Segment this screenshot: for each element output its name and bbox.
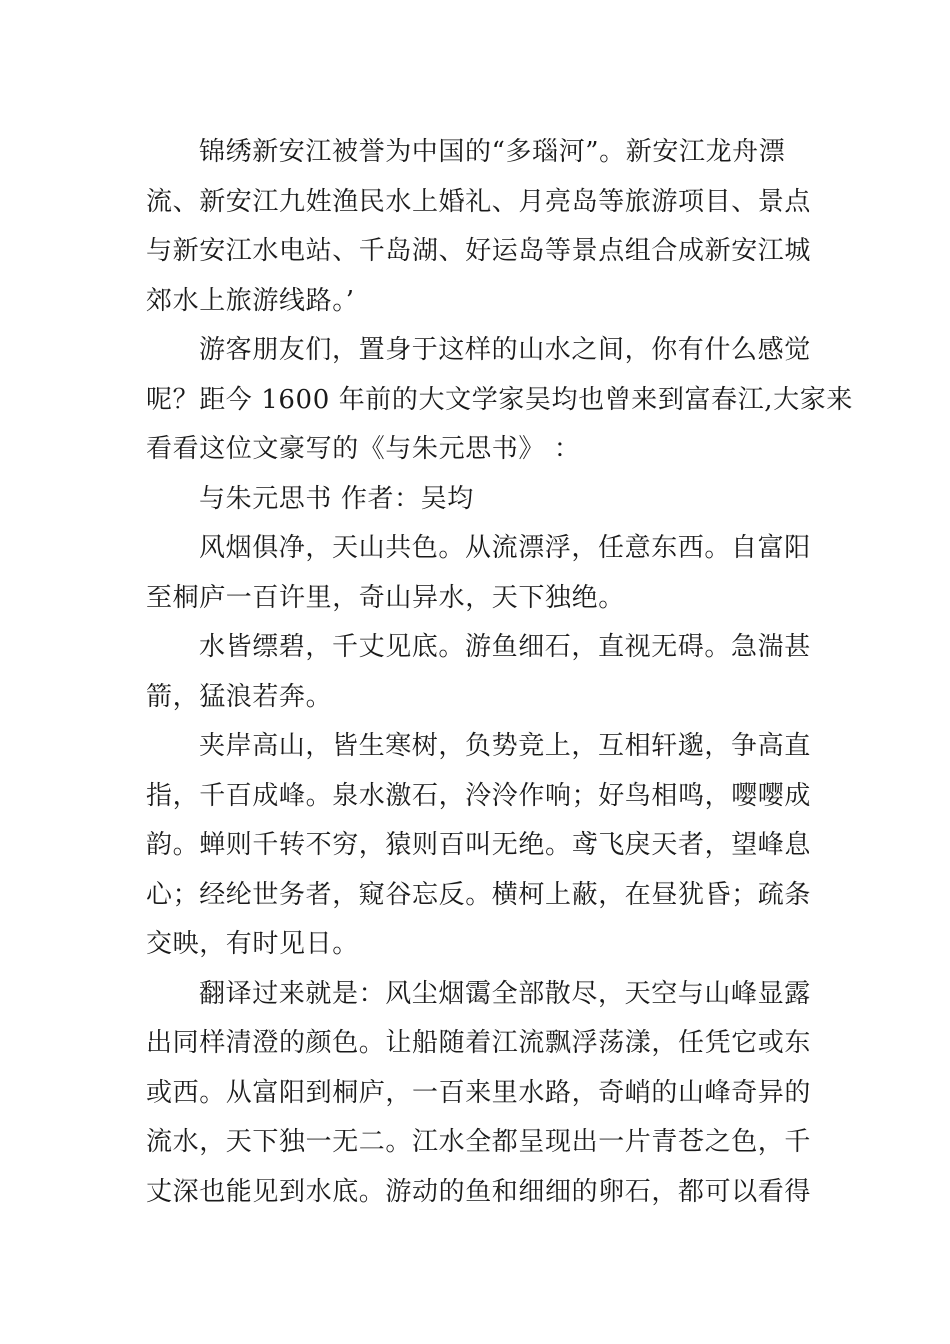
- paragraph-poem-2: [146, 623, 812, 722]
- paragraph-poem-3: [146, 722, 812, 970]
- text-line: 与新安江水电站、千岛湖、好运岛等景点组合成新安江城: [146, 236, 812, 266]
- text-line: 游客朋友们，置身于这样的山水之间，你有什么感觉: [199, 335, 811, 365]
- text-line: 韵。蝉则千转不穷，猿则百叫无绝。鸢飞戾天者，望峰息: [146, 830, 812, 860]
- text-line: 箭，猛浪若奔。: [146, 681, 333, 712]
- text-line: 呢？距今 1600 年前的大文学家吴均也曾来到富春江,大家来: [146, 384, 853, 415]
- text-line: 出同样清澄的颜色。让船随着江流飘浮荡漾，任凭它或东: [146, 1028, 812, 1058]
- text-line: 翻译过来就是：风尘烟霭全部散尽，天空与山峰显露: [199, 978, 811, 1009]
- paragraph-intro-xinanjiang: [146, 128, 812, 326]
- body-text: [146, 128, 853, 1217]
- text-line: 水皆缥碧，千丈见底。游鱼细石，直视无碍。急湍甚: [199, 632, 811, 662]
- text-line: 指，千百成峰。泉水激石，泠泠作响；好鸟相鸣，嘤嘤成: [146, 780, 812, 811]
- text-line: 郊水上旅游线路。’: [146, 285, 355, 316]
- text-line: 流水，天下独一无二。江水全都呈现出一片青苍之色，千: [146, 1127, 812, 1157]
- text-line: 夹岸高山，皆生寒树，负势竞上，互相轩邈，争高直: [199, 731, 811, 761]
- text-line: 或西。从富阳到桐庐，一百来里水路，奇峭的山峰奇异的: [146, 1077, 812, 1108]
- paragraph-translation: [146, 970, 812, 1218]
- text-line: 风烟俱净，天山共色。从流漂浮，任意东西。自富阳: [199, 533, 811, 563]
- paragraph-visitors: [146, 326, 853, 475]
- poem-title-line: [146, 475, 812, 525]
- paragraph-poem-1: [146, 524, 812, 623]
- text-line: 心；经纶世务者，窥谷忘反。横柯上蔽，在昼犹昏；疏条: [146, 879, 812, 910]
- text-line: 看看这位文豪写的《与朱元思书》 ：: [146, 434, 581, 464]
- text-line: 锦绣新安江被誉为中国的“多瑙河”。新安江龙舟漂: [199, 137, 786, 167]
- text-line: 与朱元思书 作者：吴均: [199, 483, 474, 514]
- text-line: 至桐庐一百许里，奇山异水，天下独绝。: [146, 582, 625, 613]
- text-line: 交映，有时见日。: [146, 929, 359, 959]
- text-line: 丈深也能见到水底。游动的鱼和细细的卵石，都可以看得: [146, 1176, 812, 1207]
- text-line: 流、新安江九姓渔民水上婚礼、月亮岛等旅游项目、景点: [146, 186, 812, 217]
